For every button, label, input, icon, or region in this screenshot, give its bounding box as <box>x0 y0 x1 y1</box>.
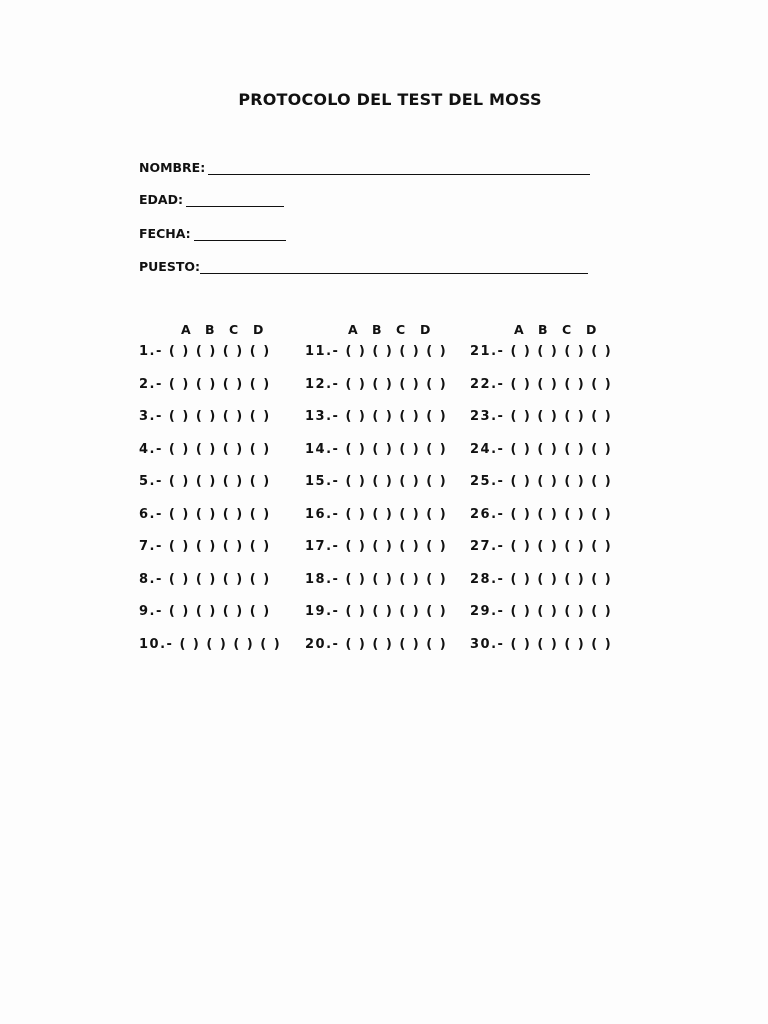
answer-row <box>139 637 281 670</box>
header-b: B <box>538 322 548 337</box>
answer-row <box>139 474 281 507</box>
fecha-line[interactable] <box>194 228 286 241</box>
fecha-field <box>139 226 286 241</box>
answer-row <box>470 344 612 377</box>
option-marks[interactable]: ( ) ( ) ( ) ( ) <box>510 441 613 457</box>
option-marks[interactable]: ( ) ( ) ( ) ( ) <box>510 409 613 424</box>
answer-row <box>305 507 447 540</box>
question-number: 7.- <box>139 539 163 554</box>
answer-row <box>139 409 281 442</box>
option-marks[interactable]: ( ) ( ) ( ) ( ) <box>510 376 613 392</box>
question-number: 27.- <box>470 539 505 554</box>
question-number: 21.- <box>470 344 505 359</box>
option-marks[interactable]: ( ) ( ) ( ) ( ) <box>510 344 613 359</box>
question-number: 11.- <box>305 344 340 359</box>
question-number: 4.- <box>139 441 163 457</box>
header-a: A <box>514 322 524 337</box>
option-marks[interactable]: ( ) ( ) ( ) ( ) <box>345 506 448 522</box>
answer-column-3 <box>470 322 612 669</box>
question-number: 14.- <box>305 441 340 457</box>
option-marks[interactable]: ( ) ( ) ( ) ( ) <box>345 474 448 489</box>
question-number: 26.- <box>470 506 505 522</box>
answer-row <box>470 409 612 442</box>
option-marks[interactable]: ( ) ( ) ( ) ( ) <box>168 409 271 424</box>
option-marks[interactable]: ( ) ( ) ( ) ( ) <box>345 344 448 359</box>
question-number: 29.- <box>470 604 505 619</box>
option-marks[interactable]: ( ) ( ) ( ) ( ) <box>510 604 613 619</box>
answer-row <box>305 409 447 442</box>
answer-row <box>139 572 281 605</box>
answer-header <box>181 322 281 344</box>
answer-row <box>139 377 281 410</box>
question-number: 20.- <box>305 636 340 652</box>
puesto-label: PUESTO: <box>139 259 201 274</box>
option-marks[interactable]: ( ) ( ) ( ) ( ) <box>168 376 271 392</box>
question-number: 24.- <box>470 441 505 457</box>
answer-header <box>514 322 612 344</box>
answer-row <box>139 344 281 377</box>
option-marks[interactable]: ( ) ( ) ( ) ( ) <box>510 506 613 522</box>
answer-row <box>139 604 281 637</box>
nombre-label: NOMBRE: <box>139 160 206 175</box>
answer-row <box>470 377 612 410</box>
header-c: C <box>229 322 239 337</box>
answer-row <box>470 442 612 475</box>
header-d: D <box>586 322 597 337</box>
edad-label: EDAD: <box>139 192 183 207</box>
header-d: D <box>253 322 264 337</box>
question-number: 12.- <box>305 376 340 392</box>
answer-row <box>305 377 447 410</box>
option-marks[interactable]: ( ) ( ) ( ) ( ) <box>510 474 613 489</box>
question-number: 17.- <box>305 539 340 554</box>
answer-row <box>470 507 612 540</box>
option-marks[interactable]: ( ) ( ) ( ) ( ) <box>168 506 271 522</box>
option-marks[interactable]: ( ) ( ) ( ) ( ) <box>168 604 271 619</box>
question-number: 25.- <box>470 474 505 489</box>
answer-column-1 <box>139 322 281 669</box>
option-marks[interactable]: ( ) ( ) ( ) ( ) <box>345 604 448 619</box>
option-marks[interactable]: ( ) ( ) ( ) ( ) <box>345 409 448 424</box>
question-number: 1.- <box>139 344 163 359</box>
option-marks[interactable]: ( ) ( ) ( ) ( ) <box>168 571 271 587</box>
answer-row <box>470 604 612 637</box>
answer-row <box>139 442 281 475</box>
question-number: 6.- <box>139 506 163 522</box>
answer-row <box>305 637 447 670</box>
header-a: A <box>181 322 191 337</box>
option-marks[interactable]: ( ) ( ) ( ) ( ) <box>345 441 448 457</box>
option-marks[interactable]: ( ) ( ) ( ) ( ) <box>168 441 271 457</box>
nombre-line[interactable] <box>208 162 590 175</box>
answer-row <box>305 474 447 507</box>
question-number: 15.- <box>305 474 340 489</box>
answer-row <box>305 604 447 637</box>
header-b: B <box>205 322 215 337</box>
question-number: 2.- <box>139 376 163 392</box>
question-number: 9.- <box>139 604 163 619</box>
fecha-label: FECHA: <box>139 226 191 241</box>
option-marks[interactable]: ( ) ( ) ( ) ( ) <box>345 539 448 554</box>
header-b: B <box>372 322 382 337</box>
option-marks[interactable]: ( ) ( ) ( ) ( ) <box>345 636 448 652</box>
answer-column-2 <box>305 322 447 669</box>
answer-row <box>470 539 612 572</box>
question-number: 13.- <box>305 409 340 424</box>
option-marks[interactable]: ( ) ( ) ( ) ( ) <box>179 636 282 652</box>
question-number: 3.- <box>139 409 163 424</box>
answer-row <box>470 474 612 507</box>
answer-row <box>305 572 447 605</box>
answer-row <box>305 442 447 475</box>
question-number: 22.- <box>470 376 505 392</box>
option-marks[interactable]: ( ) ( ) ( ) ( ) <box>168 474 271 489</box>
edad-line[interactable] <box>186 194 284 207</box>
question-number: 10.- <box>139 636 174 652</box>
answer-row <box>139 507 281 540</box>
option-marks[interactable]: ( ) ( ) ( ) ( ) <box>510 571 613 587</box>
option-marks[interactable]: ( ) ( ) ( ) ( ) <box>510 539 613 554</box>
option-marks[interactable]: ( ) ( ) ( ) ( ) <box>168 344 271 359</box>
answer-row <box>470 572 612 605</box>
nombre-field <box>139 160 590 175</box>
header-a: A <box>348 322 358 337</box>
option-marks[interactable]: ( ) ( ) ( ) ( ) <box>510 636 613 652</box>
header-c: C <box>396 322 406 337</box>
question-number: 30.- <box>470 636 505 652</box>
question-number: 28.- <box>470 571 505 587</box>
question-number: 8.- <box>139 571 163 587</box>
puesto-field <box>139 259 588 274</box>
question-number: 23.- <box>470 409 505 424</box>
page-title: PROTOCOLO DEL TEST DEL MOSS <box>238 90 542 109</box>
question-number: 5.- <box>139 474 163 489</box>
edad-field <box>139 192 284 207</box>
answer-row <box>470 637 612 670</box>
option-marks[interactable]: ( ) ( ) ( ) ( ) <box>345 376 448 392</box>
answer-row <box>305 344 447 377</box>
option-marks[interactable]: ( ) ( ) ( ) ( ) <box>168 539 271 554</box>
question-number: 19.- <box>305 604 340 619</box>
answer-row <box>305 539 447 572</box>
header-d: D <box>420 322 431 337</box>
puesto-line[interactable] <box>200 261 588 274</box>
option-marks[interactable]: ( ) ( ) ( ) ( ) <box>345 571 448 587</box>
question-number: 18.- <box>305 571 340 587</box>
answer-header <box>348 322 447 344</box>
header-c: C <box>562 322 572 337</box>
answer-row <box>139 539 281 572</box>
question-number: 16.- <box>305 506 340 522</box>
